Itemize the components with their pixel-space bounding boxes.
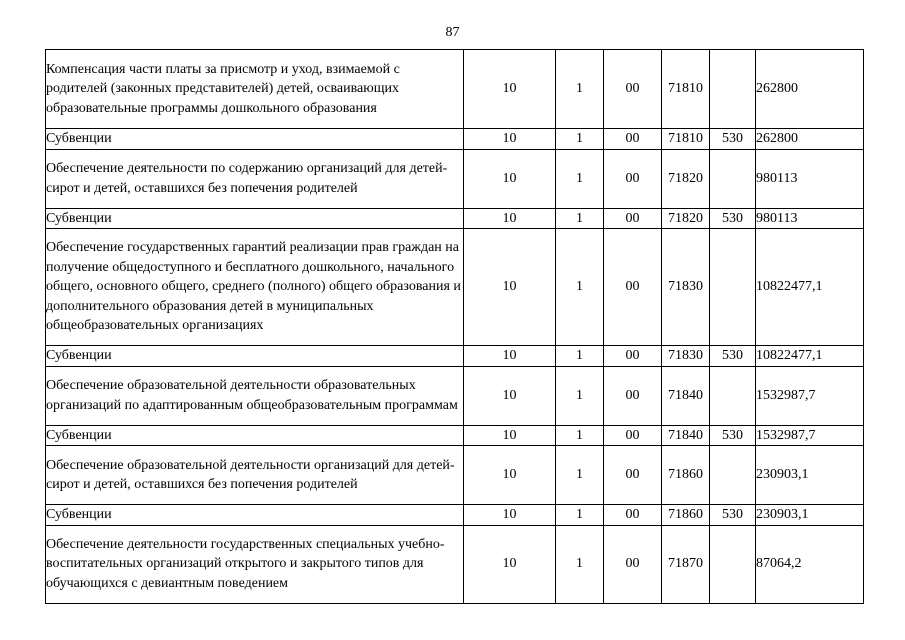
row-subsection: 1 [556,425,604,446]
table-row [46,346,864,367]
row-target-code: 71820 [662,149,710,208]
row-target-code: 71830 [662,346,710,367]
row-amount: 980113 [756,149,864,208]
row-section: 10 [464,505,556,526]
row-expense-kind: 530 [710,208,756,229]
row-section: 10 [464,129,556,150]
row-target-code: 71860 [662,446,710,505]
row-target-code: 71830 [662,229,710,346]
row-target-code: 71810 [662,129,710,150]
row-section: 10 [464,425,556,446]
row-section: 10 [464,366,556,425]
row-description: Субвенции [46,346,464,367]
row-description: Обеспечение государственных гарантий реализации прав граждан на получение общедоступного и бесплатного дошкольного, начального общего, основного общего, среднего (полного) общего образования и дополнительного образования детей в муниципальных общеобразовательных организациях [46,229,464,346]
row-amount: 87064,2 [756,525,864,603]
row-subsection: 1 [556,505,604,526]
row-subsection: 1 [556,149,604,208]
row-program: 00 [604,366,662,425]
row-target-code: 71860 [662,505,710,526]
row-section: 10 [464,346,556,367]
row-description: Субвенции [46,129,464,150]
row-amount: 10822477,1 [756,229,864,346]
row-program: 00 [604,525,662,603]
row-amount: 1532987,7 [756,366,864,425]
row-expense-kind [710,229,756,346]
row-description: Обеспечение деятельности государственных специальных учебно-воспитательных организаций открытого и закрытого типов для обучающихся с девиантным поведением [46,525,464,603]
row-subsection: 1 [556,129,604,150]
row-section: 10 [464,149,556,208]
row-subsection: 1 [556,525,604,603]
row-expense-kind: 530 [710,129,756,150]
row-program: 00 [604,425,662,446]
row-amount: 1532987,7 [756,425,864,446]
row-subsection: 1 [556,208,604,229]
row-target-code: 71870 [662,525,710,603]
row-amount: 230903,1 [756,505,864,526]
table-row [46,149,864,208]
row-description: Субвенции [46,505,464,526]
row-program: 00 [604,229,662,346]
row-amount: 230903,1 [756,446,864,505]
row-target-code: 71820 [662,208,710,229]
row-program: 00 [604,208,662,229]
row-program: 00 [604,505,662,526]
row-description: Обеспечение образовательной деятельности образовательных организаций по адаптированным общеобразовательным программам [46,366,464,425]
row-amount: 262800 [756,129,864,150]
row-subsection: 1 [556,366,604,425]
row-section: 10 [464,50,556,129]
row-section: 10 [464,208,556,229]
row-expense-kind: 530 [710,425,756,446]
table-row [46,425,864,446]
row-expense-kind [710,50,756,129]
row-program: 00 [604,149,662,208]
table-row [46,446,864,505]
table-row [46,208,864,229]
row-subsection: 1 [556,50,604,129]
row-description: Обеспечение образовательной деятельности организаций для детей-сирот и детей, оставшихся без попечения родителей [46,446,464,505]
row-program: 00 [604,50,662,129]
row-expense-kind [710,525,756,603]
table-row [46,50,864,129]
table-row [46,525,864,603]
budget-table [45,49,864,604]
table-row [46,366,864,425]
row-program: 00 [604,129,662,150]
row-section: 10 [464,229,556,346]
row-amount: 262800 [756,50,864,129]
table-row [46,229,864,346]
row-section: 10 [464,446,556,505]
row-target-code: 71810 [662,50,710,129]
row-program: 00 [604,346,662,367]
row-target-code: 71840 [662,425,710,446]
row-expense-kind [710,366,756,425]
row-amount: 980113 [756,208,864,229]
row-description: Компенсация части платы за присмотр и уход, взимаемой с родителей (законных представителей) детей, осваивающих образовательные программы дошкольного образования [46,50,464,129]
page-number: 87 [445,25,460,40]
row-expense-kind: 530 [710,505,756,526]
row-subsection: 1 [556,446,604,505]
row-description: Субвенции [46,208,464,229]
row-target-code: 71840 [662,366,710,425]
row-expense-kind: 530 [710,346,756,367]
table-row [46,129,864,150]
row-description: Обеспечение деятельности по содержанию организаций для детей-сирот и детей, оставшихся без попечения родителей [46,149,464,208]
row-expense-kind [710,446,756,505]
row-expense-kind [710,149,756,208]
table-row [46,505,864,526]
row-program: 00 [604,446,662,505]
row-subsection: 1 [556,346,604,367]
row-description: Субвенции [46,425,464,446]
row-amount: 10822477,1 [756,346,864,367]
row-section: 10 [464,525,556,603]
row-subsection: 1 [556,229,604,346]
